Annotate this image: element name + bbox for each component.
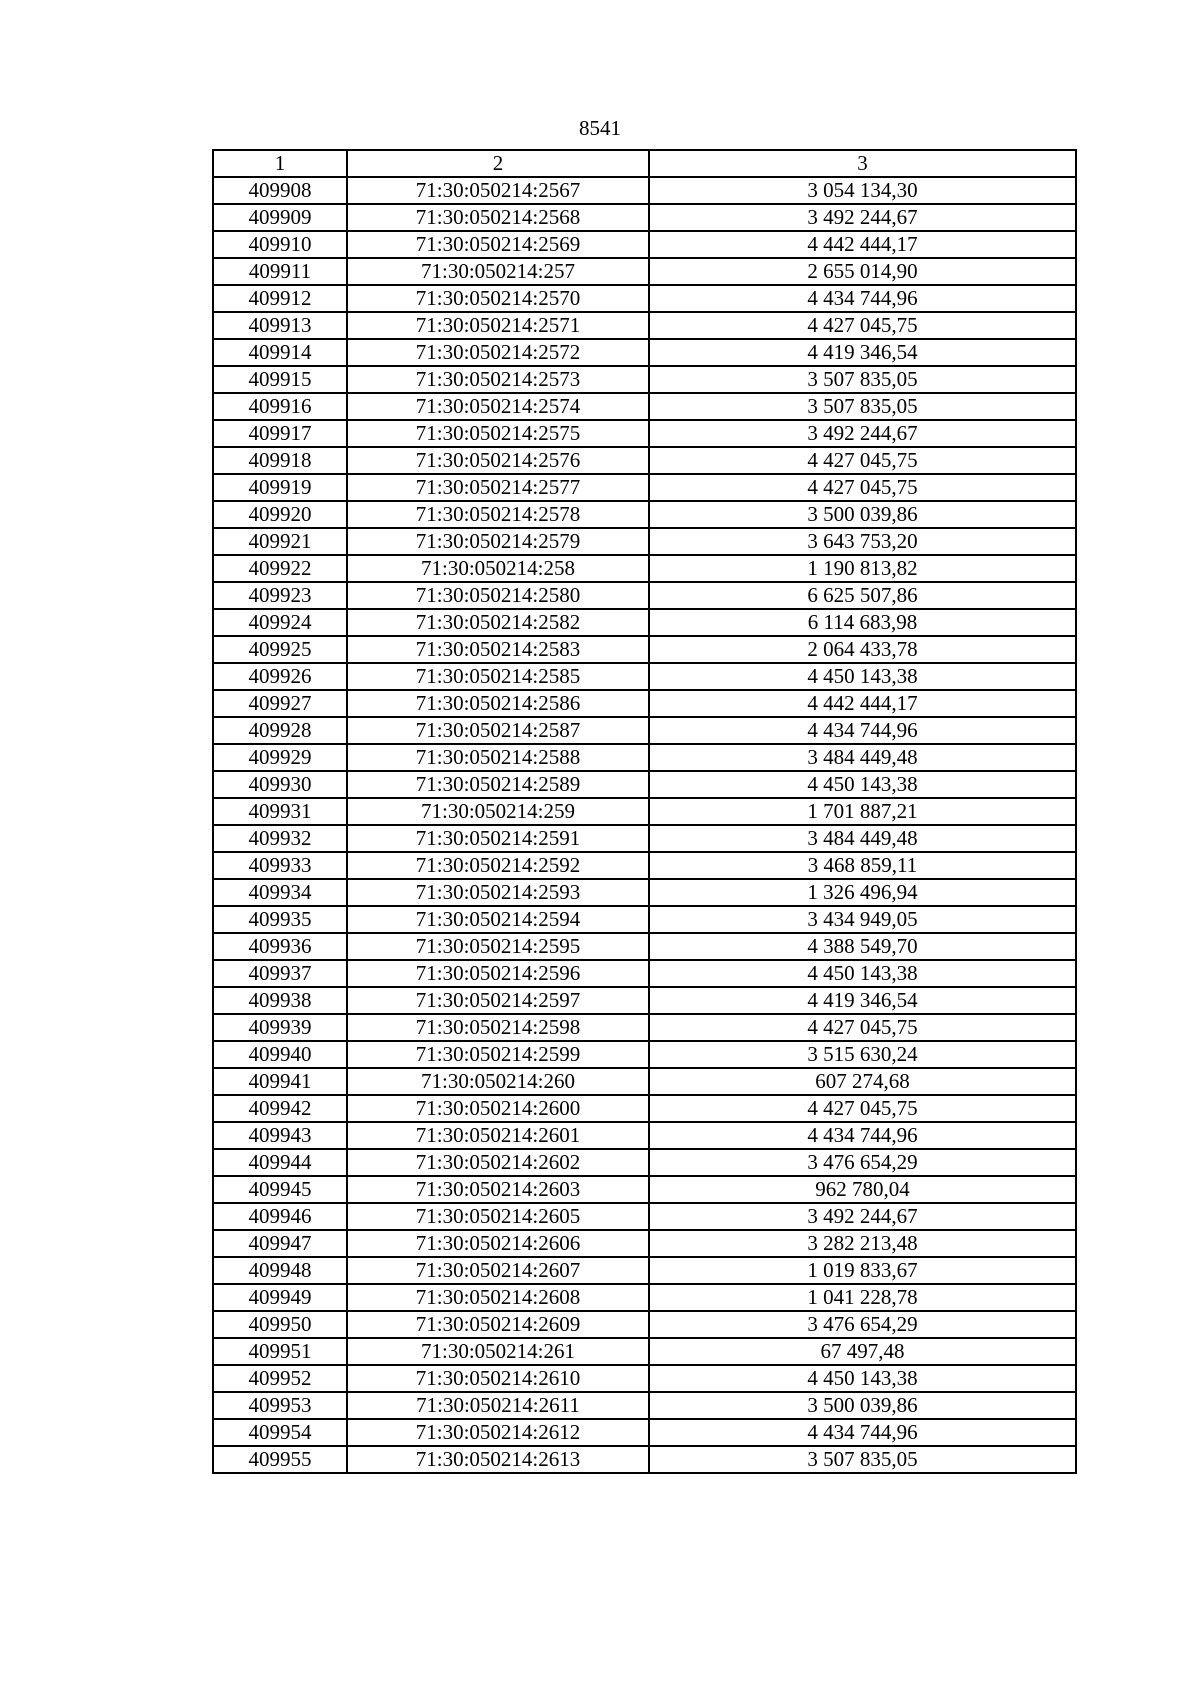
table-row [213, 204, 1076, 231]
row-number-cell: 409919 [213, 474, 347, 501]
cadastral-number-cell: 71:30:050214:2599 [347, 1041, 649, 1068]
cadastral-number-cell: 71:30:050214:2572 [347, 339, 649, 366]
table-row [213, 528, 1076, 555]
table-row [213, 447, 1076, 474]
row-number-cell: 409914 [213, 339, 347, 366]
cadastral-value-cell: 6 625 507,86 [649, 582, 1076, 609]
cadastral-number-cell: 71:30:050214:2574 [347, 393, 649, 420]
cadastral-value-cell: 4 434 744,96 [649, 717, 1076, 744]
cadastral-number-cell: 71:30:050214:2607 [347, 1257, 649, 1284]
table-row [213, 582, 1076, 609]
table-row [213, 960, 1076, 987]
cadastral-number-cell: 71:30:050214:2594 [347, 906, 649, 933]
table-row [213, 1257, 1076, 1284]
row-number-cell: 409936 [213, 933, 347, 960]
row-number-cell: 409908 [213, 177, 347, 204]
table-row [213, 1284, 1076, 1311]
cadastral-value-cell: 67 497,48 [649, 1338, 1076, 1365]
table-row [213, 987, 1076, 1014]
row-number-cell: 409954 [213, 1419, 347, 1446]
table-row [213, 771, 1076, 798]
cadastral-value-cell: 4 442 444,17 [649, 231, 1076, 258]
table-row [213, 717, 1076, 744]
row-number-cell: 409955 [213, 1446, 347, 1473]
row-number-cell: 409940 [213, 1041, 347, 1068]
cadastral-number-cell: 71:30:050214:2612 [347, 1419, 649, 1446]
table-row [213, 690, 1076, 717]
cadastral-number-cell: 71:30:050214:2603 [347, 1176, 649, 1203]
row-number-cell: 409949 [213, 1284, 347, 1311]
table-row [213, 663, 1076, 690]
cadastral-value-cell: 2 064 433,78 [649, 636, 1076, 663]
table-row [213, 177, 1076, 204]
table-row [213, 1392, 1076, 1419]
cadastral-number-cell: 71:30:050214:2573 [347, 366, 649, 393]
cadastral-number-cell: 71:30:050214:259 [347, 798, 649, 825]
table-header [213, 150, 1076, 177]
table-row [213, 1176, 1076, 1203]
cadastral-number-cell: 71:30:050214:2570 [347, 285, 649, 312]
table-row [213, 852, 1076, 879]
cadastral-value-cell: 1 701 887,21 [649, 798, 1076, 825]
cadastral-value-cell: 3 484 449,48 [649, 744, 1076, 771]
cadastral-value-cell: 3 476 654,29 [649, 1311, 1076, 1338]
cadastral-value-cell: 3 282 213,48 [649, 1230, 1076, 1257]
table-row [213, 1095, 1076, 1122]
cadastral-value-cell: 1 326 496,94 [649, 879, 1076, 906]
cadastral-number-cell: 71:30:050214:2571 [347, 312, 649, 339]
cadastral-number-cell: 71:30:050214:257 [347, 258, 649, 285]
table-row [213, 1446, 1076, 1473]
cadastral-value-cell: 4 419 346,54 [649, 987, 1076, 1014]
row-number-cell: 409920 [213, 501, 347, 528]
cadastral-number-cell: 71:30:050214:2568 [347, 204, 649, 231]
cadastral-number-cell: 71:30:050214:2596 [347, 960, 649, 987]
table-row [213, 1338, 1076, 1365]
cadastral-value-cell: 3 500 039,86 [649, 1392, 1076, 1419]
cadastral-value-cell: 607 274,68 [649, 1068, 1076, 1095]
table-row [213, 1419, 1076, 1446]
cadastral-number-cell: 71:30:050214:2600 [347, 1095, 649, 1122]
table-row [213, 231, 1076, 258]
cadastral-number-cell: 71:30:050214:2579 [347, 528, 649, 555]
row-number-cell: 409916 [213, 393, 347, 420]
row-number-cell: 409933 [213, 852, 347, 879]
cadastral-value-cell: 4 427 045,75 [649, 1095, 1076, 1122]
cadastral-value-cell: 962 780,04 [649, 1176, 1076, 1203]
cadastral-value-cell: 4 434 744,96 [649, 285, 1076, 312]
cadastral-value-cell: 3 507 835,05 [649, 1446, 1076, 1473]
table-row [213, 933, 1076, 960]
cadastral-value-cell: 4 450 143,38 [649, 960, 1076, 987]
row-number-cell: 409922 [213, 555, 347, 582]
cadastral-value-cell: 4 434 744,96 [649, 1122, 1076, 1149]
header-row [213, 150, 1076, 177]
row-number-cell: 409953 [213, 1392, 347, 1419]
cadastral-number-cell: 71:30:050214:258 [347, 555, 649, 582]
cadastral-number-cell: 71:30:050214:2605 [347, 1203, 649, 1230]
cadastral-number-cell: 71:30:050214:2589 [347, 771, 649, 798]
table-row [213, 420, 1076, 447]
table-row [213, 366, 1076, 393]
table-row [213, 1365, 1076, 1392]
table-row [213, 798, 1076, 825]
row-number-cell: 409952 [213, 1365, 347, 1392]
cadastral-value-cell: 4 427 045,75 [649, 447, 1076, 474]
row-number-cell: 409924 [213, 609, 347, 636]
cadastral-number-cell: 71:30:050214:2595 [347, 933, 649, 960]
table-row [213, 744, 1076, 771]
row-number-cell: 409946 [213, 1203, 347, 1230]
cadastral-value-cell: 4 442 444,17 [649, 690, 1076, 717]
row-number-cell: 409915 [213, 366, 347, 393]
row-number-cell: 409948 [213, 1257, 347, 1284]
row-number-cell: 409910 [213, 231, 347, 258]
cadastral-number-cell: 71:30:050214:2586 [347, 690, 649, 717]
cadastral-value-cell: 4 450 143,38 [649, 1365, 1076, 1392]
cadastral-number-cell: 71:30:050214:2593 [347, 879, 649, 906]
row-number-cell: 409945 [213, 1176, 347, 1203]
table-row [213, 474, 1076, 501]
row-number-cell: 409909 [213, 204, 347, 231]
row-number-cell: 409917 [213, 420, 347, 447]
cadastral-number-cell: 71:30:050214:2575 [347, 420, 649, 447]
cadastral-value-cell: 3 643 753,20 [649, 528, 1076, 555]
cadastral-number-cell: 71:30:050214:260 [347, 1068, 649, 1095]
cadastral-number-cell: 71:30:050214:2609 [347, 1311, 649, 1338]
cadastral-value-cell: 3 476 654,29 [649, 1149, 1076, 1176]
cadastral-number-cell: 71:30:050214:261 [347, 1338, 649, 1365]
row-number-cell: 409928 [213, 717, 347, 744]
cadastral-value-cell: 4 427 045,75 [649, 1014, 1076, 1041]
table-row [213, 1014, 1076, 1041]
cadastral-number-cell: 71:30:050214:2597 [347, 987, 649, 1014]
cadastral-value-table [212, 149, 1077, 1474]
table-row [213, 906, 1076, 933]
table-row [213, 393, 1076, 420]
cadastral-value-cell: 4 388 549,70 [649, 933, 1076, 960]
row-number-cell: 409944 [213, 1149, 347, 1176]
row-number-cell: 409912 [213, 285, 347, 312]
table-row [213, 1203, 1076, 1230]
cadastral-number-cell: 71:30:050214:2578 [347, 501, 649, 528]
row-number-cell: 409935 [213, 906, 347, 933]
cadastral-value-cell: 3 507 835,05 [649, 366, 1076, 393]
table-body [213, 177, 1076, 1473]
row-number-cell: 409947 [213, 1230, 347, 1257]
row-number-cell: 409921 [213, 528, 347, 555]
cadastral-value-cell: 3 054 134,30 [649, 177, 1076, 204]
row-number-cell: 409926 [213, 663, 347, 690]
table-row [213, 501, 1076, 528]
cadastral-value-cell: 1 041 228,78 [649, 1284, 1076, 1311]
cadastral-value-cell: 3 500 039,86 [649, 501, 1076, 528]
row-number-cell: 409937 [213, 960, 347, 987]
table-row [213, 825, 1076, 852]
table-row [213, 285, 1076, 312]
row-number-cell: 409911 [213, 258, 347, 285]
cadastral-value-cell: 3 434 949,05 [649, 906, 1076, 933]
row-number-cell: 409927 [213, 690, 347, 717]
cadastral-value-cell: 4 450 143,38 [649, 771, 1076, 798]
row-number-cell: 409925 [213, 636, 347, 663]
table-row [213, 1122, 1076, 1149]
table-row [213, 1311, 1076, 1338]
table-row [213, 1041, 1076, 1068]
table-row [213, 636, 1076, 663]
cadastral-number-cell: 71:30:050214:2601 [347, 1122, 649, 1149]
row-number-cell: 409941 [213, 1068, 347, 1095]
row-number-cell: 409938 [213, 987, 347, 1014]
cadastral-number-cell: 71:30:050214:2608 [347, 1284, 649, 1311]
row-number-cell: 409942 [213, 1095, 347, 1122]
table-row [213, 1068, 1076, 1095]
cadastral-number-cell: 71:30:050214:2576 [347, 447, 649, 474]
cadastral-value-cell: 1 019 833,67 [649, 1257, 1076, 1284]
row-number-cell: 409930 [213, 771, 347, 798]
cadastral-number-cell: 71:30:050214:2577 [347, 474, 649, 501]
cadastral-value-cell: 3 492 244,67 [649, 204, 1076, 231]
cadastral-number-cell: 71:30:050214:2588 [347, 744, 649, 771]
row-number-cell: 409923 [213, 582, 347, 609]
cadastral-number-cell: 71:30:050214:2613 [347, 1446, 649, 1473]
cadastral-value-cell: 3 468 859,11 [649, 852, 1076, 879]
cadastral-value-cell: 4 434 744,96 [649, 1419, 1076, 1446]
page-number: 8541 [579, 116, 621, 140]
row-number-cell: 409951 [213, 1338, 347, 1365]
column-header-cadastral-number: 2 [347, 150, 649, 177]
cadastral-number-cell: 71:30:050214:2610 [347, 1365, 649, 1392]
cadastral-number-cell: 71:30:050214:2598 [347, 1014, 649, 1041]
row-number-cell: 409950 [213, 1311, 347, 1338]
row-number-cell: 409939 [213, 1014, 347, 1041]
table-row [213, 312, 1076, 339]
table-row [213, 1149, 1076, 1176]
table-row [213, 1230, 1076, 1257]
cadastral-number-cell: 71:30:050214:2591 [347, 825, 649, 852]
cadastral-number-cell: 71:30:050214:2582 [347, 609, 649, 636]
row-number-cell: 409943 [213, 1122, 347, 1149]
cadastral-value-cell: 4 427 045,75 [649, 312, 1076, 339]
row-number-cell: 409934 [213, 879, 347, 906]
cadastral-number-cell: 71:30:050214:2592 [347, 852, 649, 879]
cadastral-value-cell: 3 492 244,67 [649, 1203, 1076, 1230]
cadastral-value-cell: 3 484 449,48 [649, 825, 1076, 852]
row-number-cell: 409932 [213, 825, 347, 852]
column-header-number: 1 [213, 150, 347, 177]
cadastral-value-cell: 3 507 835,05 [649, 393, 1076, 420]
cadastral-number-cell: 71:30:050214:2587 [347, 717, 649, 744]
cadastral-value-cell: 1 190 813,82 [649, 555, 1076, 582]
table-row [213, 879, 1076, 906]
cadastral-number-cell: 71:30:050214:2585 [347, 663, 649, 690]
row-number-cell: 409918 [213, 447, 347, 474]
column-header-value: 3 [649, 150, 1076, 177]
cadastral-number-cell: 71:30:050214:2569 [347, 231, 649, 258]
cadastral-number-cell: 71:30:050214:2611 [347, 1392, 649, 1419]
table-row [213, 555, 1076, 582]
cadastral-number-cell: 71:30:050214:2567 [347, 177, 649, 204]
table-row [213, 258, 1076, 285]
cadastral-value-cell: 3 492 244,67 [649, 420, 1076, 447]
cadastral-number-cell: 71:30:050214:2583 [347, 636, 649, 663]
cadastral-value-cell: 4 450 143,38 [649, 663, 1076, 690]
cadastral-value-cell: 4 427 045,75 [649, 474, 1076, 501]
row-number-cell: 409913 [213, 312, 347, 339]
row-number-cell: 409931 [213, 798, 347, 825]
row-number-cell: 409929 [213, 744, 347, 771]
cadastral-value-cell: 2 655 014,90 [649, 258, 1076, 285]
cadastral-number-cell: 71:30:050214:2580 [347, 582, 649, 609]
cadastral-number-cell: 71:30:050214:2606 [347, 1230, 649, 1257]
table-row [213, 339, 1076, 366]
table-row [213, 609, 1076, 636]
cadastral-value-cell: 4 419 346,54 [649, 339, 1076, 366]
cadastral-value-cell: 3 515 630,24 [649, 1041, 1076, 1068]
cadastral-value-cell: 6 114 683,98 [649, 609, 1076, 636]
cadastral-number-cell: 71:30:050214:2602 [347, 1149, 649, 1176]
